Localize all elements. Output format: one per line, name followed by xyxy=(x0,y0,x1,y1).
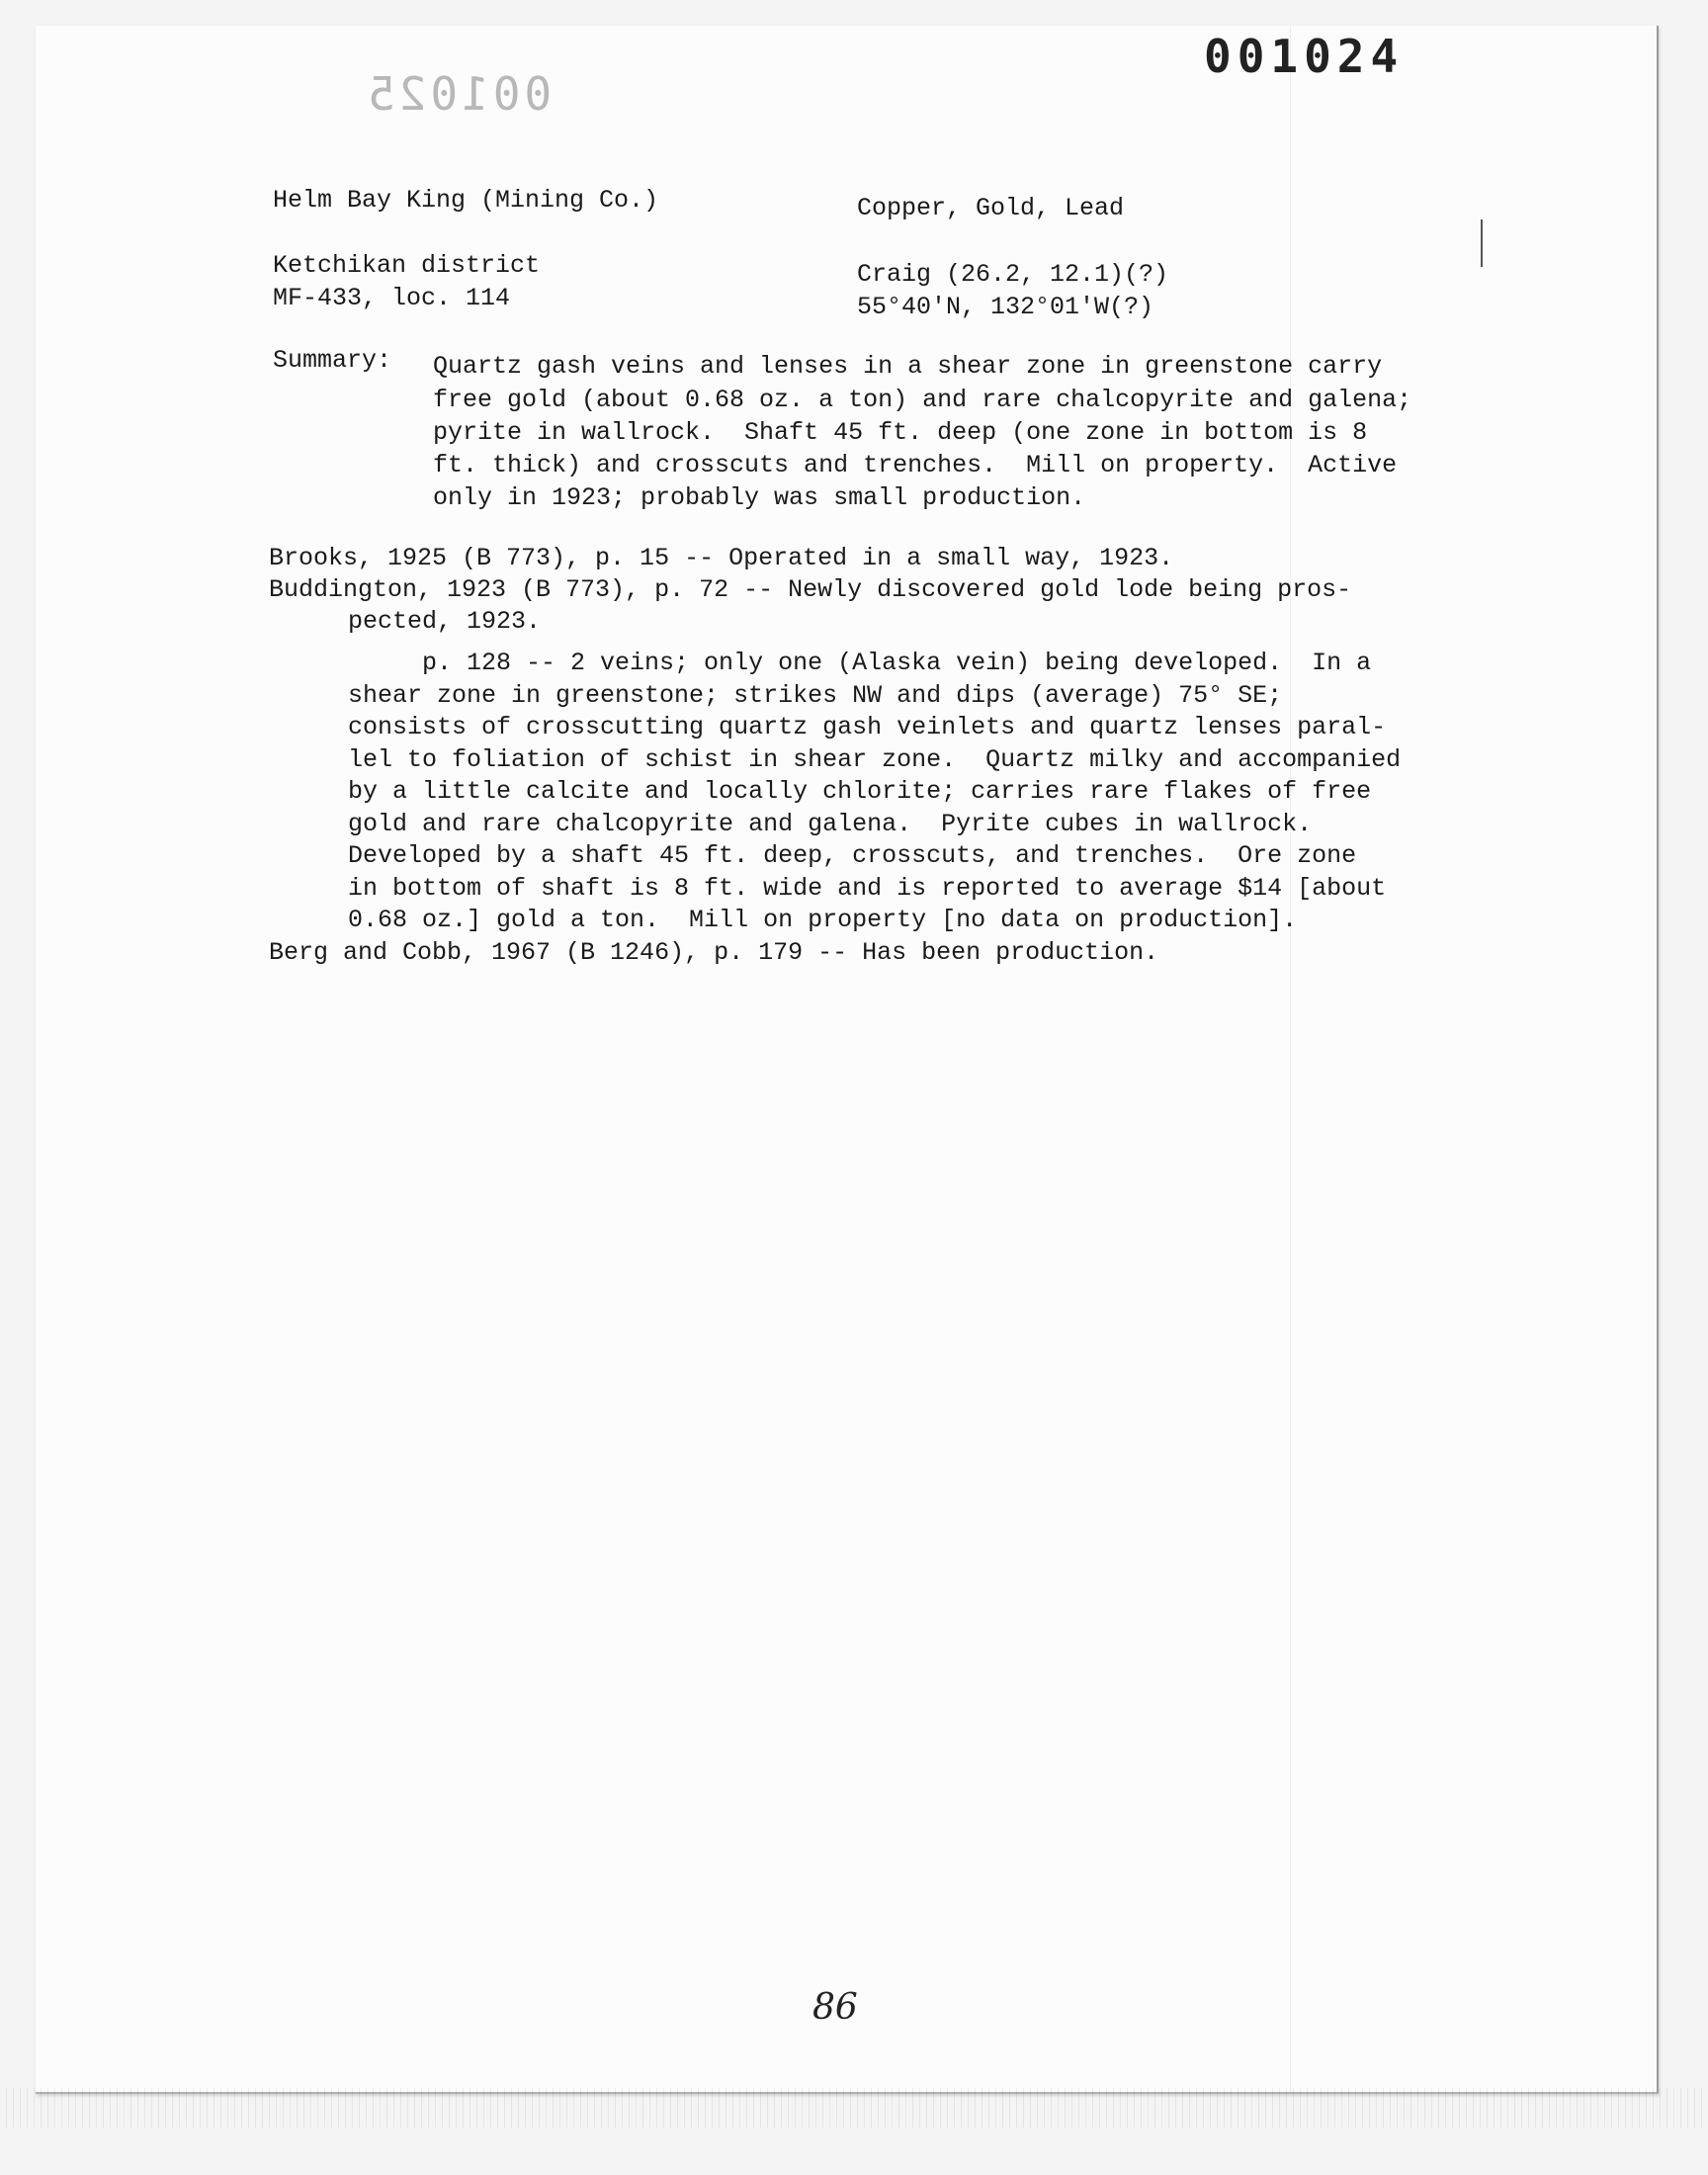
summary-line: Quartz gash veins and lenses in a shear zone in greenstone carry xyxy=(433,352,1383,381)
reference-buddington-cont: pected, 1923. xyxy=(348,607,542,636)
reference-buddington: Buddington, 1923 (B 773), p. 72 -- Newly discovered gold lode being pros- xyxy=(269,575,1352,604)
reference-detail-line: lel to foliation of schist in shear zone. Quartz milky and accompanied xyxy=(348,745,1402,774)
map-reference: MF-433, loc. 114 xyxy=(273,284,511,312)
reference-detail-line: consists of crosscutting quartz gash veinlets and quartz lenses paral- xyxy=(348,713,1387,741)
summary-line: free gold (about 0.68 oz. a ton) and rare chalcopyrite and galena; xyxy=(433,386,1412,414)
reference-detail-line: Developed by a shaft 45 ft. deep, crosscuts, and trenches. Ore zone xyxy=(348,841,1357,870)
summary-line: ft. thick) and crosscuts and trenches. Mill on property. Active xyxy=(433,451,1398,479)
reference-detail-line: p. 128 -- 2 veins; only one (Alaska vein) being developed. In a xyxy=(348,649,1372,677)
summary-line: pyrite in wallrock. Shaft 45 ft. deep (one zone in bottom is 8 xyxy=(433,418,1368,447)
reference-detail-line: 0.68 oz.] gold a ton. Mill on property [no data on production]. xyxy=(348,906,1298,934)
commodities: Copper, Gold, Lead xyxy=(857,194,1125,222)
bleed-through-number: 001025 xyxy=(364,67,553,121)
margin-mark xyxy=(1481,219,1483,267)
quadrangle: Craig (26.2, 12.1)(?) xyxy=(857,260,1169,289)
reference-detail-line: gold and rare chalcopyrite and galena. Pyrite cubes in wallrock. xyxy=(348,810,1313,838)
summary-label: Summary: xyxy=(273,346,392,375)
reference-berg-cobb: Berg and Cobb, 1967 (B 1246), p. 179 -- Has been production. xyxy=(269,938,1159,967)
page-number: 86 xyxy=(812,1987,858,2028)
reference-detail-line: in bottom of shaft is 8 ft. wide and is reported to average $14 [about xyxy=(348,874,1387,903)
reference-detail-line: by a little calcite and locally chlorite; carries rare flakes of free xyxy=(348,777,1372,806)
summary-line: only in 1923; probably was small production. xyxy=(433,483,1086,512)
document-sheet xyxy=(36,26,1659,2094)
mine-name: Helm Bay King (Mining Co.) xyxy=(273,186,659,215)
document-number-stamp: 001024 xyxy=(1204,30,1405,83)
reference-detail-line: shear zone in greenstone; strikes NW and dips (average) 75° SE; xyxy=(348,681,1283,710)
reference-brooks: Brooks, 1925 (B 773), p. 15 -- Operated in a small way, 1923. xyxy=(269,544,1174,572)
district: Ketchikan district xyxy=(273,251,541,280)
scan-fold-line xyxy=(1290,26,1291,2092)
scan-streaks xyxy=(0,2088,1708,2128)
coordinates: 55°40'N, 132°01'W(?) xyxy=(857,293,1154,321)
